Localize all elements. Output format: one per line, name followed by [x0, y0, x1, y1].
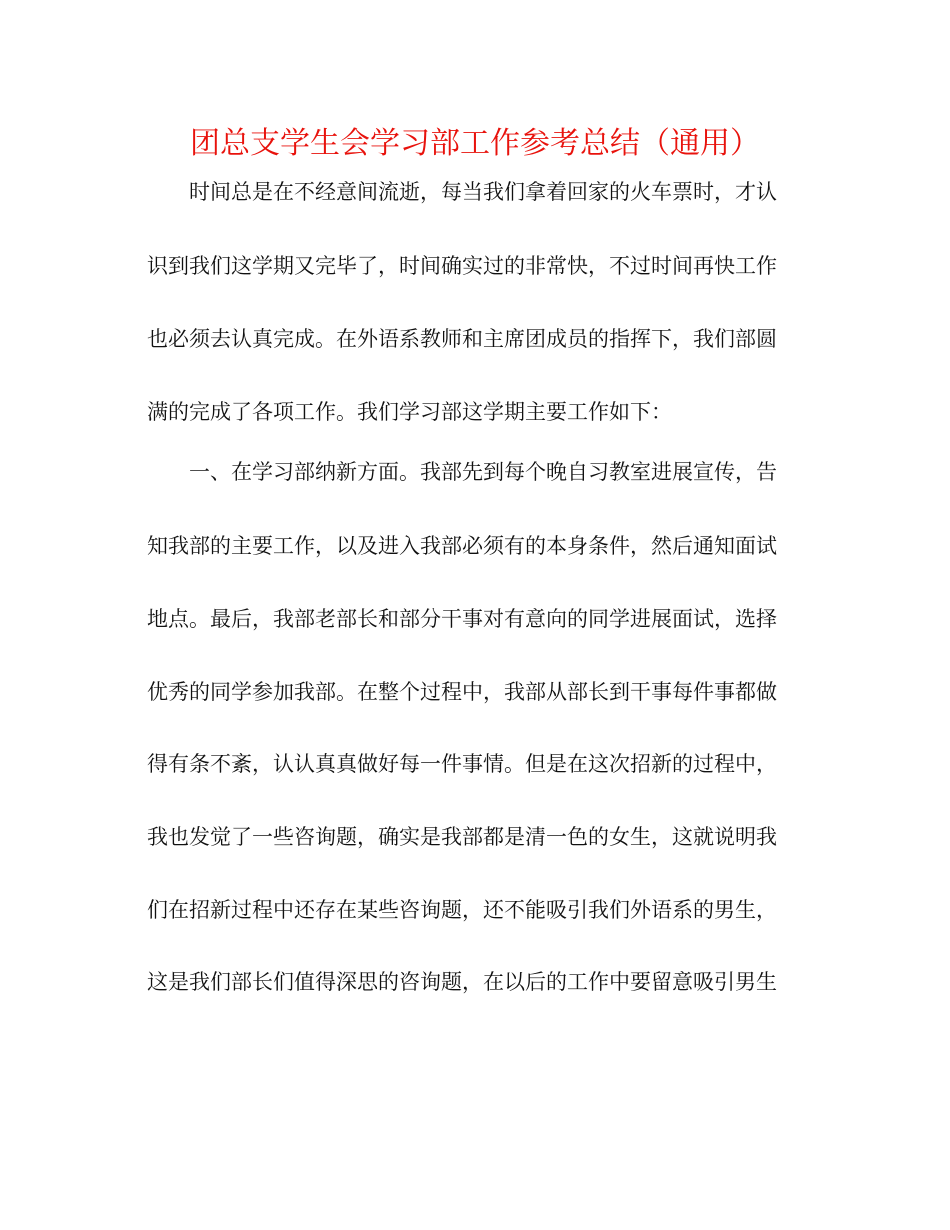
paragraph-line: 地点。最后，我部老部长和部分干事对有意向的同学进展面试，选择 [147, 607, 777, 631]
paragraph-line: 得有条不紊，认认真真做好每一件事情。但是在这次招新的过程中， [147, 752, 777, 776]
paragraph-line: 们在招新过程中还存在某些咨询题，还不能吸引我们外语系的男生， [147, 898, 777, 922]
paragraph-line: 识到我们这学期又完毕了，时间确实过的非常快，不过时间再快工作 [147, 254, 777, 278]
paragraph-line: 时间总是在不经意间流逝，每当我们拿着回家的火车票时，才认 [189, 180, 777, 204]
paragraph-line: 优秀的同学参加我部。在整个过程中，我部从部长到干事每件事都做 [147, 680, 777, 704]
document-title: 团总支学生会学习部工作参考总结（通用） [190, 126, 760, 161]
paragraph-line: 知我部的主要工作，以及进入我部必须有的本身条件，然后通知面试 [147, 534, 777, 558]
paragraph-line: 这是我们部长们值得深思的咨询题，在以后的工作中要留意吸引男生 [147, 970, 777, 994]
paragraph-line: 我也发觉了一些咨询题，确实是我部都是清一色的女生，这就说明我 [147, 825, 777, 849]
paragraph-line: 满的完成了各项工作。我们学习部这学期主要工作如下： [147, 400, 672, 424]
paragraph-line: 也必须去认真完成。在外语系教师和主席团成员的指挥下，我们部圆 [147, 327, 777, 351]
paragraph-line: 一、在学习部纳新方面。我部先到每个晚自习教室进展宣传，告 [189, 460, 777, 484]
